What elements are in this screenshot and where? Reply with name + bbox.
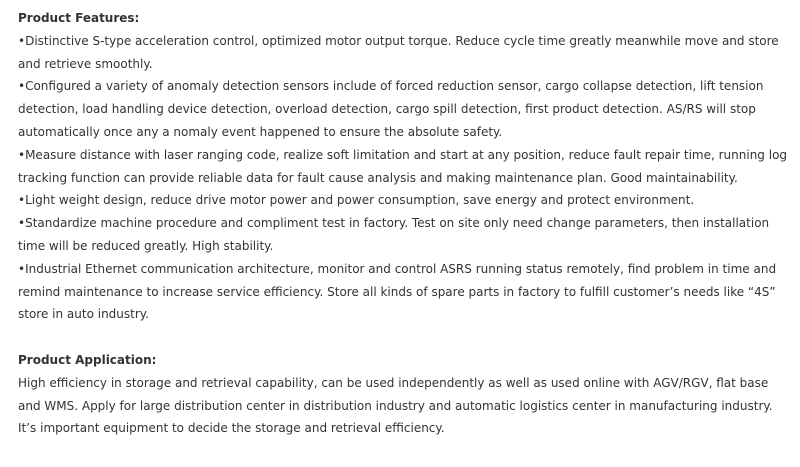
feature-item-2: •Configured a variety of anomaly detection sensors include of forced reduction sensor, cargo collapse detection, lift tension detection, load handling device detection, overload detection, cargo spill detection, first product detection. AS/RS will stop automatically once any a nomaly event happened to ensure the absolute safety. bbox=[18, 79, 764, 139]
application-text: High efficiency in storage and retrieval capability, can be used independently as well as used online with AGV/RGV, flat base and WMS. Apply for large distribution center in distribution industry and automatic logistics center in manufacturing industry. It’s important equipment to decide the storage and retrieval efficiency. bbox=[18, 375, 773, 436]
section-spacer bbox=[18, 326, 790, 349]
feature-item-3: •Measure distance with laser ranging code, realize soft limitation and start at any position, reduce fault repair time, running log tracking function can provide reliable data for fault cause analysis and making maintenance plan. Good maintainability. bbox=[18, 147, 788, 185]
product-description bbox=[18, 7, 790, 440]
feature-item-4: •Light weight design, reduce drive motor power and power consumption, save energy and protect environment. bbox=[18, 193, 695, 208]
application-heading: Product Application: bbox=[18, 352, 157, 367]
features-heading: Product Features: bbox=[18, 11, 140, 25]
feature-item-5: •Standardize machine procedure and compliment test in factory. Test on site only need change parameters, then installation time will be reduced greatly. High stability. bbox=[18, 216, 770, 253]
feature-item-6: •Industrial Ethernet communication architecture, monitor and control ASRS running status remotely, find problem in time and remind maintenance to increase service efficiency. Store all kinds of spare parts in factory to fulfill customer’s needs like “4S” store in auto industry. bbox=[18, 261, 777, 322]
feature-item-1: •Distinctive S-type acceleration control, optimized motor output torque. Reduce cycle time greatly meanwhile move and store and retrieve smoothly. bbox=[18, 33, 779, 71]
